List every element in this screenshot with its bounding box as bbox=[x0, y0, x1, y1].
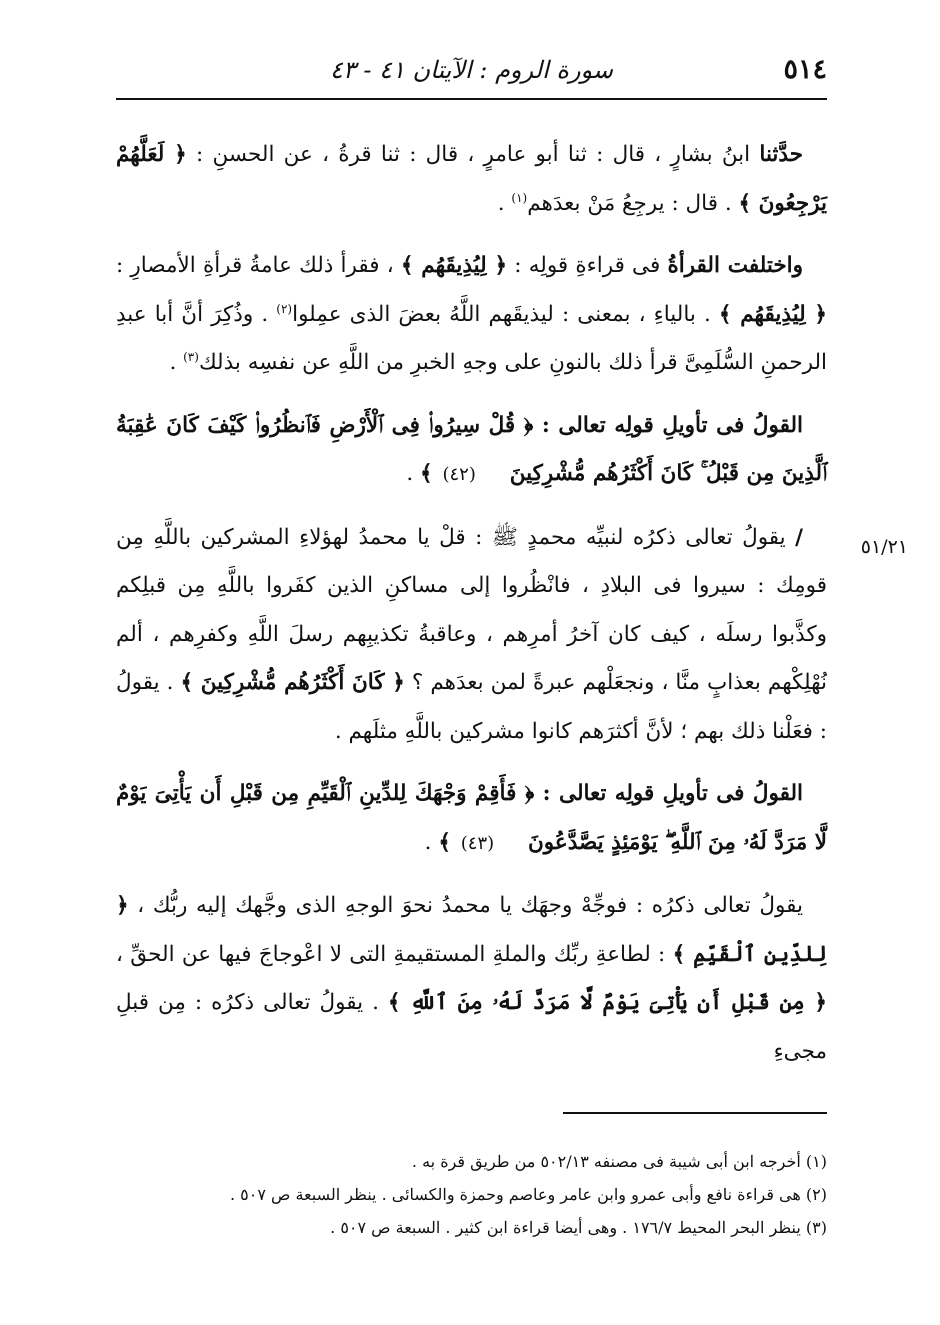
paragraph-text: . قال : يرجِعُ مَنْ بعدَهم bbox=[527, 190, 739, 216]
paragraph-text: . bbox=[406, 461, 421, 486]
footnote-ref: (١) bbox=[511, 190, 528, 205]
paragraph-lead: واختلفت القرأةُ bbox=[667, 253, 804, 278]
paragraph-text: ، فقرأ ذلك عامةُ قرأةِ الأمصارِ : bbox=[116, 253, 401, 278]
paragraph-hadith bbox=[116, 131, 827, 228]
paragraph-verse-42-commentary bbox=[116, 514, 827, 757]
paragraph-text: فى قراءةِ قولِه : bbox=[507, 253, 668, 278]
quran-quote: ﴿ لِلدِّينِ ٱلْقَيِّمِ ﴾ bbox=[116, 893, 828, 967]
paragraph-verse-43-heading bbox=[116, 770, 827, 868]
paragraph-text: . يقولُ تعالى ذكرُه : مِن قبلِ مجىءِ bbox=[116, 990, 827, 1064]
quran-quote: ﴿ لِيُذِيقَهُم ﴾ bbox=[718, 301, 827, 327]
paragraph-text: . bbox=[169, 350, 184, 375]
verse-number-marker: (٤٢) bbox=[442, 464, 476, 485]
paragraph-text: : لطاعةِ ربِّك والملةِ المستقيمةِ التى لا اعْوجاجَ فيها عن الحقِّ ، bbox=[116, 941, 673, 967]
paragraph-text: يقولُ تعالى ذكرُه : فوجِّهْ وجهَك يا محمدُ نحوَ الوجهِ الذى وجَّهك إليه ربُّك ، bbox=[128, 893, 803, 918]
quran-quote: ﴿ لِيُذِيقَهُم ﴾ bbox=[400, 253, 508, 278]
running-title: سورة الروم : الآيتان ٤١ - ٤٣ bbox=[329, 56, 614, 84]
page-break-mark: / bbox=[795, 524, 803, 550]
paragraph-text: ابنُ بشارٍ ، قال : ثنا أبو عامرٍ ، قال : ثنا قرةُ ، عن الحسنِ : bbox=[186, 142, 760, 167]
paragraph-readings bbox=[116, 242, 827, 388]
quran-quote: ﴿ كَانَ أَكْثَرُهُم مُّشْرِكِينَ ﴾ bbox=[180, 670, 405, 695]
section-heading: القولُ فى تأويلِ قولِه تعالى : bbox=[533, 412, 803, 438]
quran-verse: ﴿ قُلْ سِيرُوا۟ فِى ٱلْأَرْضِ فَٱنظُرُوا۟ كَيْفَ كَانَ عَٰقِبَةُ ٱلَّذِينَ مِن قَبْلُ ۚ كَانَ أَكْثَرُهُم مُّشْرِكِينَ bbox=[116, 412, 827, 486]
page-header bbox=[116, 46, 827, 100]
quran-bracket-close: ﴾ bbox=[438, 829, 451, 855]
paragraph-text: . يقولُ : فعَلْنا ذلك بهم ؛ لأنَّ أكثرَهم كانوا مشركين باللَّهِ مثلَهم . bbox=[116, 670, 827, 744]
section-heading: القولُ فى تأويلِ قولِه تعالى : bbox=[534, 781, 803, 806]
quran-verse: ﴿ فَأَقِمْ وَجْهَكَ لِلدِّينِ ٱلْقَيِّمِ مِن قَبْلِ أَن يَأْتِىَ يَوْمٌ لَّا مَرَدَّ لَهُۥ مِنَ ٱللَّهِ ۖ يَوْمَئِذٍ يَصَّدَّعُونَ bbox=[116, 781, 827, 855]
paragraph-text: يقولُ تعالى ذكرُه لنبيِّه محمدٍ ﷺ : قلْ يا محمدُ لهؤلاءِ المشركين باللَّهِ مِن قومِك : سيروا فى البلادِ ، فانْظُروا إلى مساكنِ الذين كفَروا باللَّهِ مِن قبلِكم وكذَّبوا رسلَه ، كيف كان آخرُ أمرِهم ، وعاقبةُ تكذيبِهم رسلَ اللَّهِ وكفرِهم ، ألم نُهْلِكْهم بعذابٍ منَّا ، ونجعَلْهم عبرةً لمن بعدَهم ؟ bbox=[116, 524, 828, 695]
paragraph-verse-42-heading bbox=[116, 402, 827, 500]
footnotes bbox=[116, 1145, 827, 1244]
verse-number-marker: (٤٣) bbox=[460, 832, 495, 854]
paragraph-text: . bbox=[497, 190, 512, 216]
margin-volume-page-note: ٥١/٢١ bbox=[860, 536, 908, 558]
quran-quote: ﴿ لَعَلَّهُمْ يَرْجِعُونَ ﴾ bbox=[116, 142, 827, 216]
paragraph-text: . بالياءِ ، بمعنى : ليذيقَهم اللَّهُ بعضَ الذى عمِلوا bbox=[292, 301, 719, 327]
paragraph-text: . وذُكِرَ أنَّ أبا عبدِ الرحمنِ السُّلَمِىَّ قرأ ذلك بالنونِ على وجهِ الخبرِ من اللَّهِ عن نفسِه بذلك bbox=[116, 301, 827, 375]
footnote-ref: (٢) bbox=[276, 301, 293, 316]
footnote-ref: (٣) bbox=[183, 349, 199, 364]
main-text bbox=[116, 131, 827, 1090]
paragraph-verse-43-commentary bbox=[116, 882, 827, 1076]
footnote-3: (٣) ينظر البحر المحيط ١٧٦/٧ . وهى أيضا قراءة ابن كثير . السبعة ص ٥٠٧ . bbox=[330, 1218, 827, 1237]
quran-quote: ﴿ مِن قَبْلِ أَن يَأْتِىَ يَوْمٌ لَّا مَرَدَّ لَهُۥ مِنَ ٱللَّهِ ﴾ bbox=[387, 990, 827, 1015]
footnote-2: (٢) هى قراءة نافع وأبى عمرو وابن عامر وعاصم وحمزة والكسائى . ينظر السبعة ص ٥٠٧ . bbox=[229, 1185, 827, 1204]
footnote-1: (١) أخرجه ابن أبى شيبة فى مصنفه ٥٠٢/١٣ من طريق قرة به . bbox=[411, 1152, 827, 1171]
footnote-separator bbox=[563, 1112, 827, 1114]
paragraph-text: . bbox=[424, 829, 439, 855]
paragraph-lead: حدَّثنا bbox=[759, 142, 803, 167]
page-number: ٥١٤ bbox=[783, 54, 827, 85]
quran-bracket-close: ﴾ bbox=[420, 461, 433, 486]
